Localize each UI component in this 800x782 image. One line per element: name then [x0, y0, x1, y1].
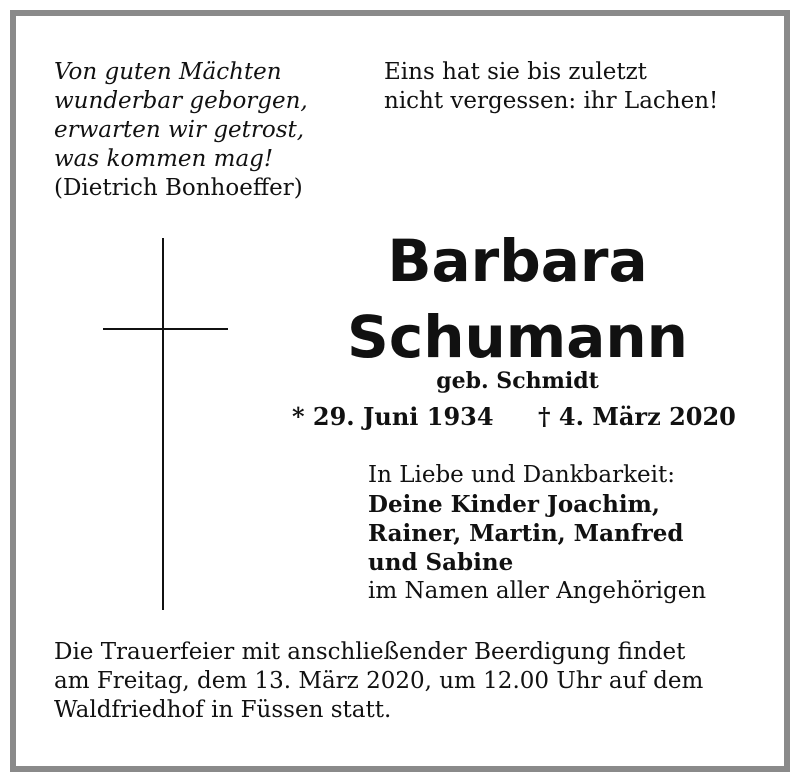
quote-line: erwarten wir getrost,	[54, 117, 305, 143]
quote-line: was kommen mag!	[54, 146, 274, 172]
motto-line: nicht vergessen: ihr Lachen!	[384, 88, 719, 114]
mourner-names: Deine Kinder Joachim,	[368, 491, 660, 518]
mourners	[368, 461, 706, 606]
motto-line: Eins hat sie bis zuletzt	[384, 59, 647, 85]
quote-line: wunderbar geborgen,	[54, 88, 308, 114]
cross-icon	[162, 238, 164, 610]
deceased-last-name: Schumann	[347, 303, 688, 371]
mourner-names: Rainer, Martin, Manfred	[368, 520, 684, 547]
death-date: † 4. März 2020	[538, 402, 736, 431]
deceased-first-name: Barbara	[387, 227, 648, 295]
service-line: Die Trauerfeier mit anschließender Beerdigung findet	[54, 639, 686, 665]
birth-name: geb. Schmidt	[436, 368, 599, 394]
service-line: Waldfriedhof in Füssen statt.	[54, 697, 392, 723]
service-line: am Freitag, dem 13. März 2020, um 12.00 Uhr auf dem	[54, 668, 704, 694]
funeral-service-info	[54, 638, 754, 725]
bonhoeffer-quote	[54, 58, 308, 203]
cross-icon-bar	[103, 328, 228, 330]
quote-author: (Dietrich Bonhoeffer)	[54, 175, 303, 201]
mourners-intro: In Liebe und Dankbarkeit:	[368, 462, 675, 488]
mourners-closing: im Namen aller Angehörigen	[368, 578, 707, 604]
life-dates	[292, 402, 752, 432]
birth-date: * 29. Juni 1934	[292, 402, 494, 431]
quote-line: Von guten Mächten	[54, 59, 282, 85]
mourner-names: und Sabine	[368, 549, 514, 576]
motto	[384, 58, 718, 116]
